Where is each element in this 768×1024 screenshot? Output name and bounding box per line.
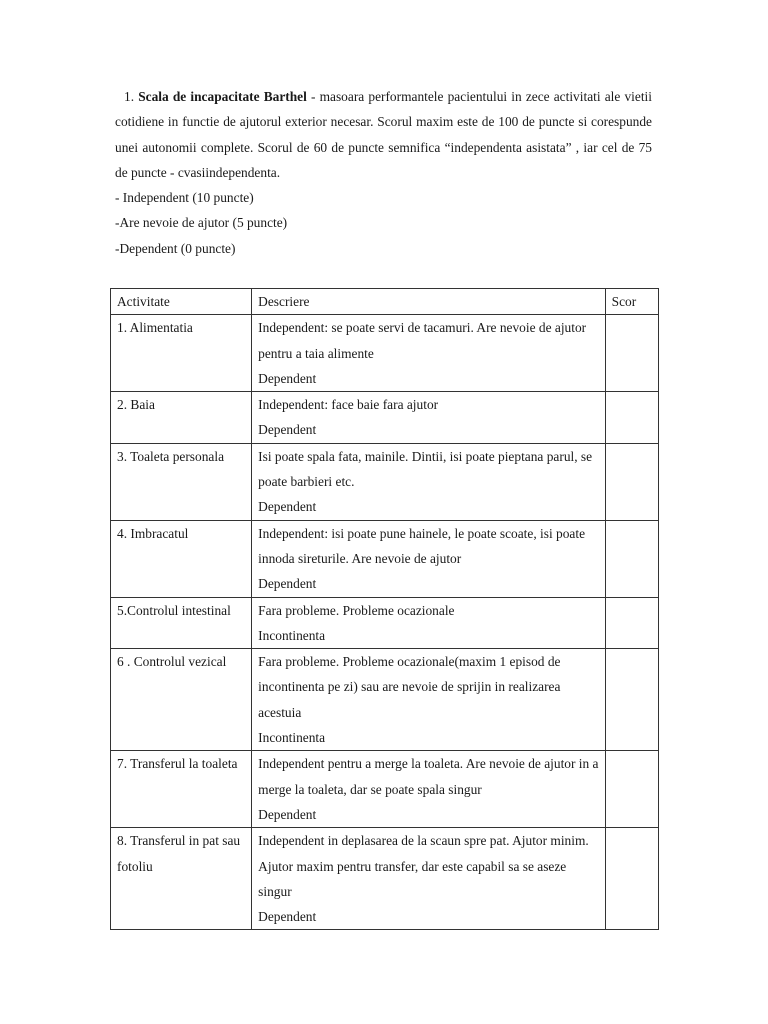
score-cell[interactable]	[605, 392, 658, 444]
description-text: Independent in deplasarea de la scaun spre pat. Ajutor minim. Ajutor maxim pentru transfer, dar este capabil sa se aseze singur	[258, 833, 589, 899]
activity-cell: 6 . Controlul vezical	[111, 649, 252, 751]
table-row	[111, 828, 659, 930]
bullet-needs-help: -Are nevoie de ajutor (5 puncte)	[115, 215, 288, 231]
score-cell[interactable]	[605, 828, 658, 930]
bullet-independent: - Independent (10 puncte)	[115, 190, 254, 206]
dependent-text: Dependent	[258, 499, 317, 515]
header-activity: Activitate	[111, 289, 252, 315]
dependent-text: Dependent	[258, 909, 317, 925]
activity-cell: 2. Baia	[111, 392, 252, 444]
score-cell[interactable]	[605, 649, 658, 751]
table-header-row	[111, 289, 659, 315]
activity-cell: 3. Toaleta personala	[111, 443, 252, 520]
description-cell	[252, 520, 605, 597]
score-cell[interactable]	[605, 520, 658, 597]
description-text: Independent: isi poate pune hainele, le poate scoate, isi poate innoda sireturile. Are nevoie de ajutor	[258, 525, 586, 566]
description-text: Independent: se poate servi de tacamuri. Are nevoie de ajutor pentru a taia alimente	[258, 320, 587, 361]
description-cell	[252, 751, 605, 828]
description-cell	[252, 828, 605, 930]
description-cell	[252, 443, 605, 520]
description-cell	[252, 315, 605, 392]
intro-text: - masoara performantele pacientului in zece activitati ale vietii cotidiene in functie de ajutorul exterior necesar. Scorul maxim este de 100 de puncte si corespunde unei autonomii complete. Scorul de 60 de puncte semnifica “independenta asistata” , iar cel de 75 de puncte - cvasiindependenta.	[115, 89, 653, 180]
bullet-dependent: -Dependent (0 puncte)	[115, 240, 236, 256]
barthel-table	[110, 288, 659, 930]
table-row	[111, 315, 659, 392]
section-number: 1.	[124, 89, 135, 104]
score-cell[interactable]	[605, 443, 658, 520]
activity-cell: 8. Transferul in pat sau fotoliu	[111, 828, 252, 930]
description-cell	[252, 649, 605, 751]
description-cell	[252, 392, 605, 444]
header-score: Scor	[605, 289, 658, 315]
score-cell[interactable]	[605, 597, 658, 649]
activity-cell: 4. Imbracatul	[111, 520, 252, 597]
table-row	[111, 649, 659, 751]
dependent-text: Dependent	[258, 806, 317, 822]
description-text: Independent: face baie fara ajutor	[258, 397, 439, 413]
description-text: Fara probleme. Probleme ocazionale(maxim 1 episod de incontinenta pe zi) sau are nevoie de sprijin in realizarea acestuia	[258, 654, 561, 720]
intro-section	[115, 84, 652, 261]
intro-paragraph	[115, 84, 652, 185]
activity-cell: 1. Alimentatia	[111, 315, 252, 392]
score-cell[interactable]	[605, 315, 658, 392]
table-row	[111, 520, 659, 597]
scale-title: Scala de incapacitate Barthel	[138, 89, 307, 104]
table-row	[111, 392, 659, 444]
table-row	[111, 751, 659, 828]
description-text: Isi poate spala fata, mainile. Dintii, isi poate pieptana parul, se poate barbieri etc.	[258, 448, 593, 490]
activity-cell: 5.Controlul intestinal	[111, 597, 252, 649]
table-row	[111, 443, 659, 520]
dependent-text: Dependent	[258, 370, 317, 386]
dependent-text: Incontinenta	[258, 627, 326, 643]
table-row	[111, 597, 659, 649]
dependent-text: Dependent	[258, 422, 317, 438]
dependent-text: Dependent	[258, 576, 317, 592]
dependent-text: Incontinenta	[258, 730, 326, 746]
description-cell	[252, 597, 605, 649]
description-text: Independent pentru a merge la toaleta. Are nevoie de ajutor in a merge la toaleta, dar se poate spala singur	[258, 756, 599, 797]
description-text: Fara probleme. Probleme ocazionale	[258, 602, 455, 618]
activity-cell: 7. Transferul la toaleta	[111, 751, 252, 828]
score-cell[interactable]	[605, 751, 658, 828]
header-description: Descriere	[252, 289, 605, 315]
